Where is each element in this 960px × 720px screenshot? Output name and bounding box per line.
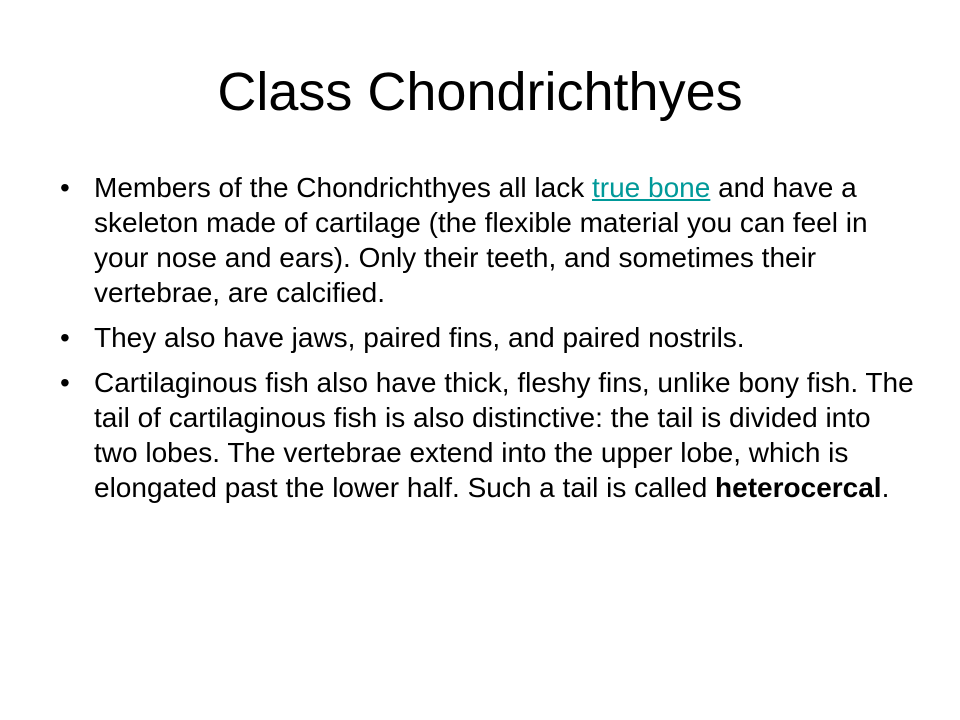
heterocercal-term: heterocercal <box>715 472 882 503</box>
bullet-item-2 <box>60 320 920 355</box>
bullet-item-3 <box>60 365 920 505</box>
bullet-dot-icon: • <box>60 172 70 203</box>
bullet-item-1 <box>60 170 920 310</box>
bullet-dot-icon: • <box>60 367 70 398</box>
bullet-dot-icon: • <box>60 322 70 353</box>
true-bone-link[interactable]: true bone <box>592 172 711 203</box>
bullet-1-text-end: and have a skeleton made of cartilage (the flexible material you can feel in your nose and ears). Only their teeth, and sometimes their vertebrae, are calcified. <box>94 172 868 308</box>
bullet-3-text-end: . <box>881 472 890 503</box>
bullet-list <box>60 170 920 515</box>
bullet-2-text: They also have jaws, paired fins, and paired nostrils. <box>94 322 745 353</box>
bullet-3-text-start: Cartilaginous fish also have thick, fleshy fins, unlike bony fish. The tail of cartilaginous fish is also distinctive: the tail is divided into two lobes. The vertebrae extend into the upper lobe, which is elongated past the lower half. Such a tail is called <box>94 367 914 503</box>
slide-title: Class Chondrichthyes <box>217 62 743 122</box>
bullet-1-text-start: Members of the Chondrichthyes all lack <box>94 172 592 203</box>
